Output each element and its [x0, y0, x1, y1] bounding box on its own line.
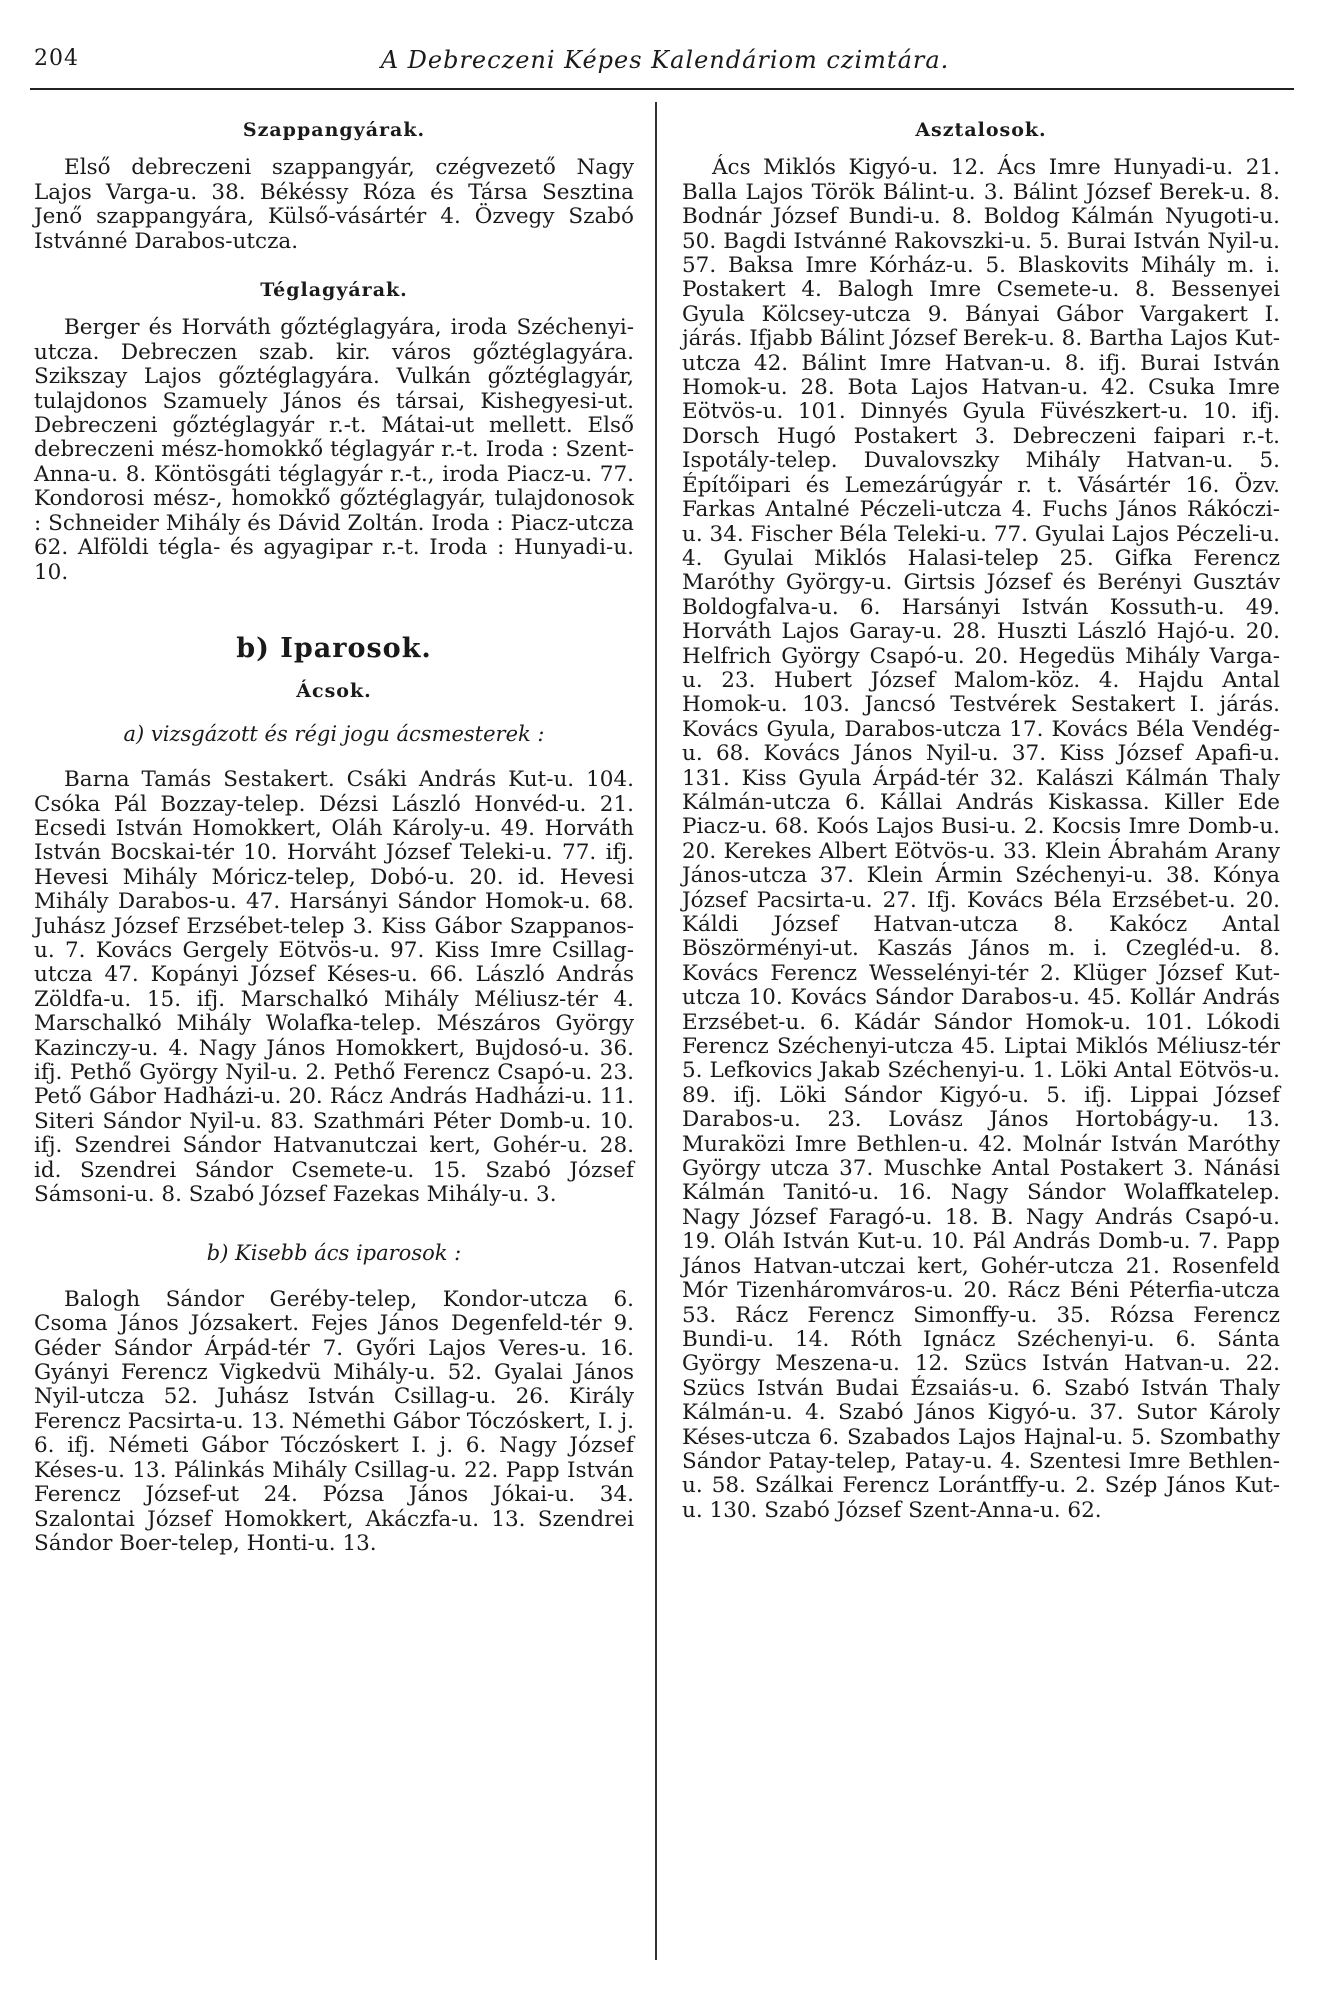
heading-asztalosok: Asztalosok.: [915, 119, 1047, 141]
header-rule: [30, 88, 1294, 90]
paragraph-asztalosok: Ács Miklós Kigyó-u. 12. Ács Imre Hunyadi-u. 21. Balla Lajos Török Bálint-u. 3. Bálint József Berek-u. 8. Bodnár József Bundi-u. 8. Boldog Kálmán Nyugoti-u. 50. Bagdi Istvánné Rakovszki-u. 5. Burai István Nyil-u. 57. Baksa Imre Kórház-u. 5. Blaskovits Mihály m. i. Postakert 4. Balogh Imre Csemete-u. 8. Bessenyei Gyula Kölcsey-utcza 9. Bányai Gábor Vargakert I. járás. Ifjabb Bálint József Berek-u. 8. Bartha Lajos Kut-utcza 42. Bálint Imre Hatvan-u. 8. ifj. Burai István Homok-u. 28. Bota Lajos Hatvan-u. 42. Csuka Imre Eötvös-u. 101. Dinnyés Gyula Füvészkert-u. 10. ifj. Dorsch Hugó Postakert 3. Debreczeni faipari r.-t. Ispotály-telep. Duvalovszky Mihály Hatvan-u. 5. Építőipari és Lemezárúgyár r. t. Vásártér 16. Özv. Farkas Antalné Péczeli-utcza 4. Fuchs János Rákóczi-u. 34. Fischer Béla Teleki-u. 77. Gyulai Lajos Péczeli-u. 4. Gyulai Miklós Halasi-telep 25. Gifka Ferencz Maróthy György-u. Girtsis József és Berényi Gusztáv Boldogfalva-u. 6. Harsányi István Kossuth-u. 49. Horváth Lajos Garay-u. 28. Huszti László Hajó-u. 20. Helfrich György Csapó-u. 20. Hegedüs Mihály Varga-u. 23. Hubert József Malom-köz. 4. Hajdu Antal Homok-u. 103. Jancsó Testvérek Sestakert I. járás. Kovács Gyula, Darabos-utcza 17. Kovács Béla Vendég-u. 68. Kovács János Nyil-u. 37. Kiss József Apafi-u. 131. Kiss Gyula Árpád-tér 32. Kalászi Kálmán Thaly Kálmán-utcza 6. Kállai András Kiskassa. Killer Ede Piacz-u. 68. Koós Lajos Busi-u. 2. Kocsis Imre Domb-u. 20. Kerekes Albert Eötvös-u. 33. Klein Ábrahám Arany János-utcza 37. Klein Ármin Széchenyi-u. 38. Kónya József Pacsirta-u. 27. Ifj. Kovács Béla Erzsébet-u. 20. Káldi József Hatvan-utcza 8. Kakócz Antal Böszörményi-ut. Kaszás János m. i. Czegléd-u. 8. Kovács Ferencz Wesselényi-tér 2. Klüger József Kut-utcza 10. Kovács Sándor Darabos-u. 45. Kollár András Erzsébet-u. 6. Kádár Sándor Homok-u. 101. Lókodi Ferencz Széchenyi-utcza 45. Liptai Miklós Méliusz-tér 5. Lefkovics Jakab Széchenyi-u. 1. Löki Antal Eötvös-u. 89. ifj. Löki Sándor Kigyó-u. 5. ifj. Lippai József Darabos-u. 23. Lovász János Hortobágy-u. 13. Muraközi Imre Bethlen-u. 42. Molnár István Maróthy György utcza 37. Muschke Antal Postakert 3. Nánási Kálmán Tanitó-u. 16. Nagy Sándor Wolaffkatelep. Nagy József Faragó-u. 18. B. Nagy András Csapó-u. 19. Oláh István Kut-u. 10. Pál András Domb-u. 7. Papp János Hatvan-utczai kert, Gohér-utcza 21. Rosenfeld Mór Tizenháromváros-u. 20. Rácz Béni Péterfia-utcza 53. Rácz Ferencz Simonffy-u. 35. Rózsa Ferencz Bundi-u. 14. Róth Ignácz Széchenyi-u. 6. Sánta György Meszena-u. 12. Szücs István Hatvan-u. 22. Szücs István Budai Ézsaiás-u. 6. Szabó István Thaly Kálmán-u. 4. Szabó János Kigyó-u. 37. Sutor Károly Késes-utcza 6. Szabados Lajos Hajnal-u. 5. Szombathy Sándor Patay-telep, Patay-u. 4. Szentesi Imre Bethlen-u. 58. Szálkai Ferencz Lorántffy-u. 2. Szép János Kut-u. 130. Szabó József Szent-Anna-u. 62.: [682, 155, 1281, 1523]
paragraph-kisebb-acs-iparosok: Balogh Sándor Geréby-telep, Kondor-utcza 6. Csoma János Józsakert. Fejes János Degenfeld-tér 9. Géder Sándor Árpád-tér 7. Győri Lajos Veres-u. 16. Gyányi Ferencz Vigkedvü Mihály-u. 52. Gyalai János Nyil-utcza 52. Juhász István Csillag-u. 26. Király Ferencz Pacsirta-u. 13. Némethi Gábor Tóczóskert, I. j. 6. ifj. Németi Gábor Tóczóskert I. j. 6. Nagy József Késes-u. 13. Pálinkás Mihály Csillag-u. 22. Papp István Ferencz József-ut 24. Pózsa János Jókai-u. 34. Szalontai József Homokkert, Akáczfa-u. 13. Szendrei Sándor Boer-telep, Honti-u. 13.: [34, 1286, 634, 1556]
heading-teglagyarak: Téglagyárak.: [260, 279, 408, 302]
heading-vizsgazott-acsmesterek: a) vizsgázott és régi jogu ácsmesterek :: [123, 721, 545, 746]
running-title: A Debreczeni Képes Kalendáriom czimtára.: [380, 46, 950, 74]
paragraph-vizsgazott-acsmesterek: Barna Tamás Sestakert. Csáki András Kut-u. 104. Csóka Pál Bozzay-telep. Dézsi László Honvéd-u. 21. Ecsedi István Homokkert, Oláh Károly-u. 49. Horváth István Bocskai-tér 10. Horváht József Teleki-u. 77. ifj. Hevesi Mihály Móricz-telep, Dobó-u. 20. id. Hevesi Mihály Darabos-u. 47. Harsányi Sándor Homok-u. 68. Juhász József Erzsébet-telep 3. Kiss Gábor Szappanos-u. 7. Kovács Gergely Eötvös-u. 97. Kiss Imre Csillag-utcza 47. Kopányi József Késes-u. 66. László András Zöldfa-u. 15. ifj. Marschalkó Mihály Méliusz-tér 4. Marschalkó Mihály Wolafka-telep. Mészáros György Kazinczy-u. 4. Nagy János Homokkert, Bujdosó-u. 36. ifj. Pethő György Nyil-u. 2. Pethő Ferencz Csapó-u. 23. Pető Gábor Hadházi-u. 20. Rácz András Hadházi-u. 11. Siteri Sándor Nyil-u. 83. Szathmári Péter Domb-u. 10. ifj. Szendrei Sándor Hatvanutczai kert, Gohér-u. 28. id. Szendrei Sándor Csemete-u. 15. Szabó József Sámsoni-u. 8. Szabó József Fazekas Mihály-u. 3.: [34, 767, 634, 1208]
right-column: [682, 118, 1280, 1523]
paragraph-szappangyarak: Első debreczeni szappangyár, czégvezető Nagy Lajos Varga-u. 38. Békéssy Róza és Társa Sesztina Jenő szappangyára, Külső-vásártér 4. Özvegy Szabó Istvánné Darabos-utcza.: [34, 155, 634, 254]
heading-acsok: Ácsok.: [296, 680, 372, 703]
left-column: [34, 118, 634, 1556]
paragraph-teglagyarak: Berger és Horváth gőztéglagyára, iroda Széchenyi-utcza. Debreczen szab. kir. város gőztéglagyára. Szikszay Lajos gőztéglagyára. Vulkán gőztéglagyár, tulajdonos Szamuely János és társai, Kishegyesi-ut. Debreczeni gőztéglagyár r.-t. Mátai-ut mellett. Első debreczeni mész-homokkő téglagyár r.-t. Iroda : Szent-Anna-u. 8. Köntösgáti téglagyár r.-t., iroda Piacz-u. 77. Kondorosi mész-, homokkő gőztéglagyár, tulajdonosok : Schneider Mihály és Dávid Zoltán. Iroda : Piacz-utcza 62. Alföldi tégla- és agyagipar r.-t. Iroda : Hunyadi-u. 10.: [34, 315, 634, 585]
column-divider: [655, 102, 657, 1960]
heading-kisebb-acs-iparosok: b) Kisebb ács iparosok :: [206, 1241, 462, 1266]
page-header: [34, 46, 1296, 86]
heading-iparosok: b) Iparosok.: [236, 632, 432, 664]
heading-szappangyarak: Szappangyárak.: [242, 119, 426, 141]
page-number: 204: [34, 46, 79, 71]
